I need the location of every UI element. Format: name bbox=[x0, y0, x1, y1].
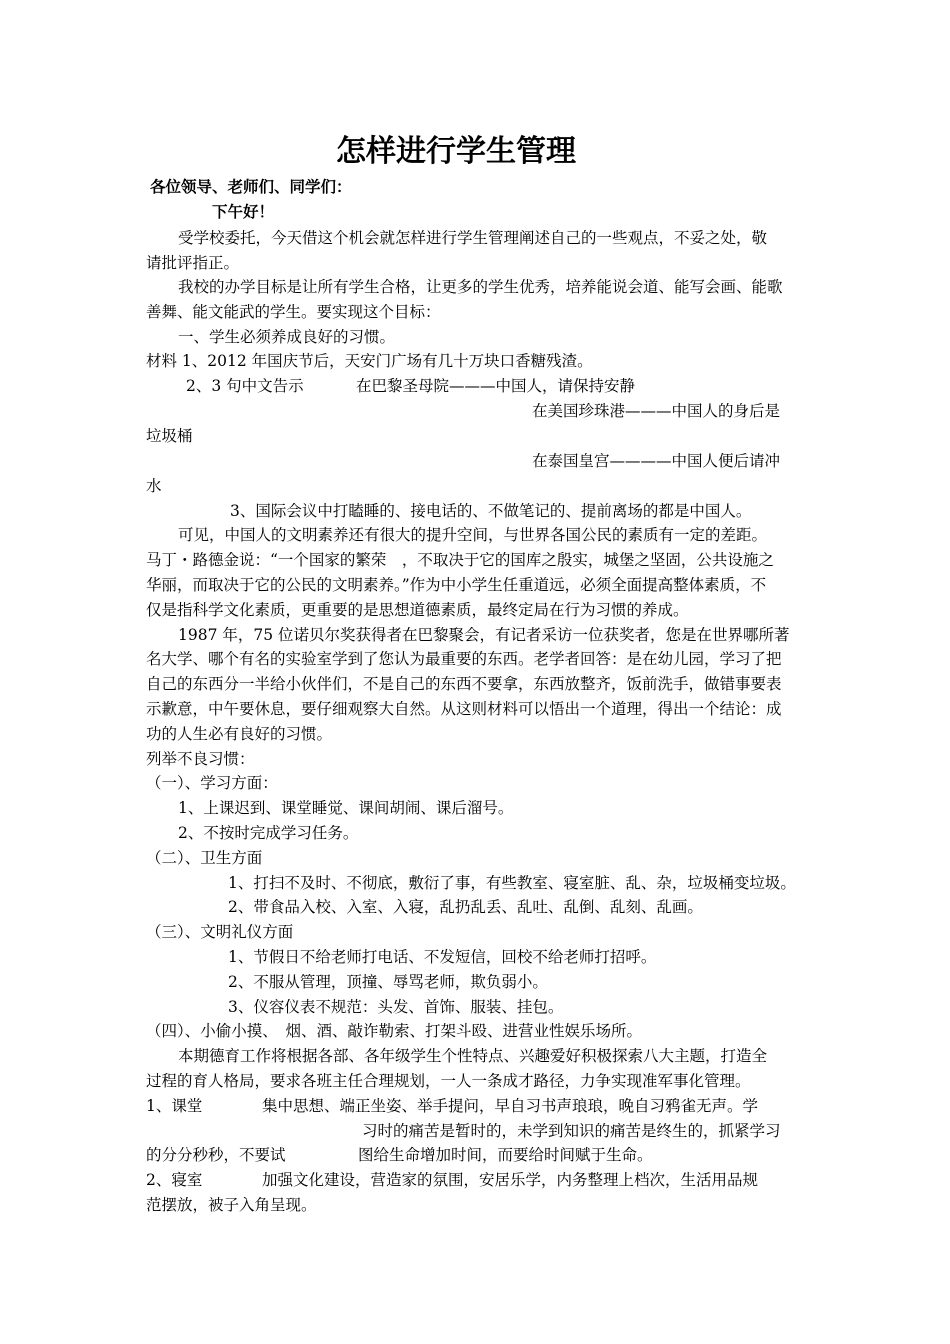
text-line: 善舞、能文能武的学生。要实现这个目标： bbox=[146, 303, 441, 321]
text-line: 请批评指正。 bbox=[146, 254, 240, 272]
text-line: 本期德育工作将根据各部、各年级学生个性特点、兴趣爱好积极探索八大主题，打造全 bbox=[178, 1047, 768, 1065]
text-line: 1、打扫不及时、不彻底，敷衍了事，有些教室、寝室脏、乱、杂，垃圾桶变垃圾。 bbox=[228, 874, 796, 892]
text-line: 仅是指科学文化素质，更重要的是思想道德素质，最终定局在行为习惯的养成。 bbox=[146, 601, 689, 619]
greeting-afternoon: 下午好！ bbox=[212, 203, 275, 221]
text-line: 在巴黎圣母院———中国人，请保持安静 bbox=[356, 377, 636, 395]
text-line: 马丁・路德金说：“一个国家的繁荣 ，不取决于它的国库之殷实，城堡之坚固，公共设施之 bbox=[146, 551, 774, 569]
text-line: 2、3 句中文告示 bbox=[186, 377, 304, 395]
text-line: （二）、卫生方面 bbox=[146, 849, 263, 867]
text-line: 集中思想、端正坐姿、举手提问，早自习书声琅琅，晚自习鸦雀无声。学 bbox=[262, 1097, 759, 1115]
text-line: 功的人生必有良好的习惯。 bbox=[146, 725, 333, 743]
text-line: 自己的东西分一半给小伙伴们，不是自己的东西不要拿，东西放整齐，饭前洗手，做错事要表 bbox=[146, 675, 782, 693]
text-line: 受学校委托，今天借这个机会就怎样进行学生管理阐述自己的一些观点，不妥之处，敬 bbox=[178, 229, 768, 247]
greeting: 各位领导、老师们、同学们： bbox=[150, 178, 352, 196]
text-line: 的分分秒秒，不要试 bbox=[146, 1146, 286, 1164]
text-line: 垃圾桶 bbox=[146, 427, 193, 445]
text-line: 习时的痛苦是暂时的，未学到知识的痛苦是终生的，抓紧学习 bbox=[362, 1122, 781, 1140]
text-line: 名大学、哪个有名的实验室学到了您认为最重要的东西。老学者回答：是在幼儿园，学习了把 bbox=[146, 650, 782, 668]
text-line: 3、仪容仪表不规范：头发、首饰、服装、挂包。 bbox=[228, 998, 564, 1016]
text-line: 范摆放，被子入角呈现。 bbox=[146, 1196, 317, 1214]
text-line: （四）、小偷小摸、 烟、酒、敲诈勒索、打架斗殴、进营业性娱乐场所。 bbox=[146, 1022, 643, 1040]
text-line: 过程的育人格局，要求各班主任合理规划，一人一条成才路径，力争实现准军事化管理。 bbox=[146, 1072, 751, 1090]
text-line: （三）、文明礼仪方面 bbox=[146, 923, 294, 941]
text-line: 2、不服从管理，顶撞、辱骂老师，欺负弱小。 bbox=[228, 973, 548, 991]
text-line: 加强文化建设，营造家的氛围，安居乐学，内务整理上档次，生活用品规 bbox=[262, 1171, 759, 1189]
text-line: 在泰国皇宫————中国人便后请冲 bbox=[532, 452, 781, 470]
text-line: 1、节假日不给老师打电话、不发短信，回校不给老师打招呼。 bbox=[228, 948, 657, 966]
text-line: 华丽，而取决于它的公民的文明素养。”作为中小学生任重道远，必须全面提高整体素质，不 bbox=[146, 576, 767, 594]
text-line: 2、带食品入校、入室、入寝，乱扔乱丢、乱吐、乱倒、乱刻、乱画。 bbox=[228, 898, 703, 916]
text-line: 1、上课迟到、课堂睡觉、课间胡闹、课后溜号。 bbox=[178, 799, 514, 817]
text-line: 一、学生必须养成良好的习惯。 bbox=[178, 328, 396, 346]
text-line: 我校的办学目标是让所有学生合格，让更多的学生优秀，培养能说会道、能写会画、能歌 bbox=[178, 278, 783, 296]
text-line: 2、不按时完成学习任务。 bbox=[178, 824, 359, 842]
text-line: 可见，中国人的文明素养还有很大的提升空间，与世界各国公民的素质有一定的差距。 bbox=[178, 526, 768, 544]
text-line: 列举不良习惯： bbox=[146, 750, 255, 768]
text-line: （一）、学习方面： bbox=[146, 774, 278, 792]
text-line: 1、课堂 bbox=[146, 1097, 203, 1115]
text-line: 2、寝室 bbox=[146, 1171, 203, 1189]
text-line: 3、国际会议中打瞌睡的、接电话的、不做笔记的、提前离场的都是中国人。 bbox=[230, 502, 752, 520]
text-line: 在美国珍珠港———中国人的身后是 bbox=[532, 402, 781, 420]
document-title: 怎样进行学生管理 bbox=[336, 134, 576, 169]
text-line: 材料 1、2012 年国庆节后，天安门广场有几十万块口香糖残渣。 bbox=[146, 352, 593, 370]
text-line: 水 bbox=[146, 477, 162, 495]
text-line: 图给生命增加时间，而要给时间赋于生命。 bbox=[358, 1146, 653, 1164]
text-line: 示歉意，中午要休息，要仔细观察大自然。从这则材料可以悟出一个道理，得出一个结论：成 bbox=[146, 700, 782, 718]
text-line: 1987 年，75 位诺贝尔奖获得者在巴黎聚会，有记者采访一位获奖者，您是在世界哪所著 bbox=[178, 626, 790, 644]
